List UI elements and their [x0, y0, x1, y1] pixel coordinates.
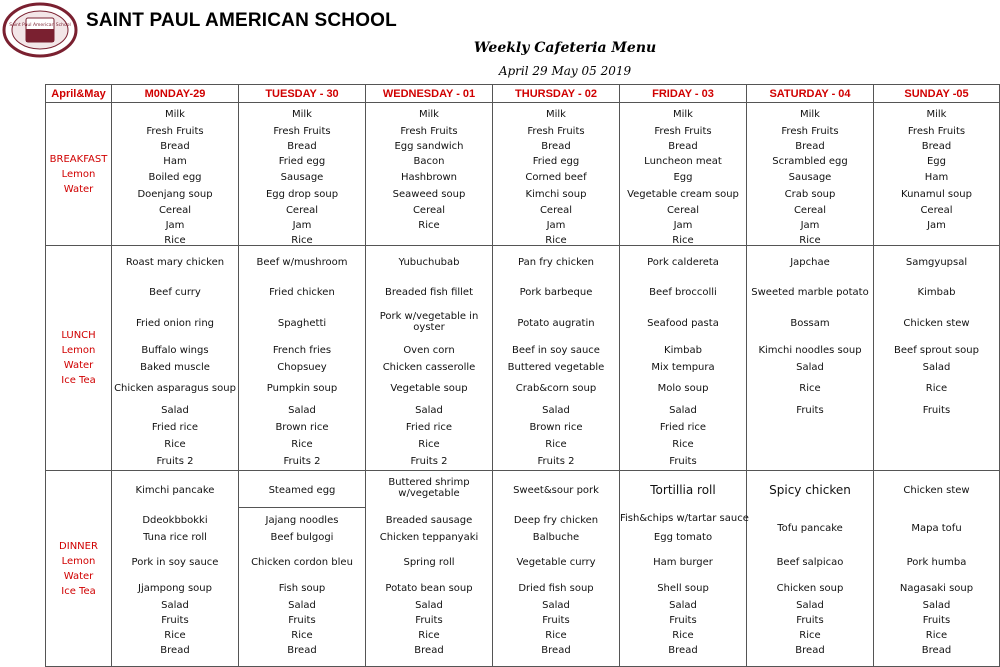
menu-item: Jam	[673, 220, 693, 231]
menu-item: Salad	[542, 405, 570, 416]
menu-item: Rice	[799, 383, 821, 394]
menu-item: Bacon	[413, 156, 445, 167]
menu-item: Pork w/vegetable in oyster	[379, 311, 479, 333]
menu-item: Salad	[796, 362, 824, 373]
menu-item: Milk	[926, 109, 947, 120]
menu-item: Shell soup	[657, 583, 709, 594]
menu-item: Beef sprout soup	[894, 345, 979, 356]
menu-cell	[493, 246, 620, 471]
menu-item: Jam	[165, 220, 185, 231]
menu-item: Beef w/mushroom	[256, 257, 348, 268]
menu-item: Fruits	[922, 405, 951, 416]
menu-item: Corned beef	[525, 172, 587, 183]
menu-item: Dried fish soup	[518, 583, 594, 594]
menu-item: Kimchi noodles soup	[758, 345, 862, 356]
menu-item: Brown rice	[275, 422, 329, 433]
cell-divider	[239, 507, 365, 508]
menu-item: Roast mary chicken	[125, 257, 225, 268]
menu-cell	[747, 246, 874, 471]
menu-item: Vegetable cream soup	[627, 189, 739, 200]
menu-item: Milk	[800, 109, 820, 120]
menu-cell	[366, 471, 493, 667]
menu-item: Sausage	[280, 172, 324, 183]
menu-item: Molo soup	[657, 383, 709, 394]
menu-item: Rice	[291, 235, 313, 246]
menu-item: Pan fry chicken	[518, 257, 594, 268]
menu-item: Cereal	[793, 205, 827, 216]
menu-item: Potato bean soup	[385, 583, 473, 594]
school-name: SAINT PAUL AMERICAN SCHOOL	[86, 10, 397, 31]
menu-item: Rice	[672, 439, 694, 450]
menu-item: Rice	[418, 220, 440, 231]
menu-item: Bread	[287, 645, 317, 656]
menu-item: Jam	[927, 220, 946, 231]
menu-item: Rice	[545, 235, 567, 246]
menu-item: Milk	[165, 109, 185, 120]
drink-label: Ice Tea	[61, 375, 96, 386]
menu-item: Chicken teppanyaki	[379, 532, 479, 543]
menu-item: Fruits	[542, 615, 570, 626]
menu-cell	[874, 103, 1000, 246]
menu-item: Rice	[925, 630, 948, 641]
menu-cell	[239, 471, 366, 667]
menu-item: Sweeted marble potato	[751, 287, 869, 298]
menu-item: Yubuchubab	[398, 257, 460, 268]
menu-item: Fruits	[669, 615, 697, 626]
menu-item: Chicken stew	[903, 485, 970, 496]
menu-item: Vegetable soup	[390, 383, 468, 394]
menu-item: Beef bulgogi	[270, 532, 334, 543]
menu-item: Pork barbeque	[519, 287, 593, 298]
menu-cell	[874, 471, 1000, 667]
menu-item: Bread	[541, 141, 571, 152]
menu-item: Tortillia roll	[650, 483, 716, 497]
menu-cell	[493, 103, 620, 246]
meal-name: DINNER	[59, 540, 98, 552]
menu-item: Cereal	[539, 205, 573, 216]
meal-row-lunch	[46, 246, 1000, 471]
menu-item: Fruits 2	[283, 456, 321, 467]
menu-item: Chicken asparagus soup	[114, 383, 236, 394]
menu-item: Boiled egg	[148, 172, 202, 183]
menu-item: Bossam	[790, 318, 830, 329]
menu-item: Milk	[673, 109, 693, 120]
meal-row-breakfast	[46, 103, 1000, 246]
menu-item: Bread	[160, 645, 190, 656]
menu-item: Jam	[546, 220, 566, 231]
menu-item: Mapa tofu	[911, 523, 962, 534]
menu-item: Chopsuey	[277, 362, 327, 373]
menu-item: Fruits	[669, 456, 697, 467]
menu-item: Oven corn	[403, 345, 455, 356]
menu-item: Bread	[541, 645, 571, 656]
menu-cell	[747, 103, 874, 246]
day-header: WEDNESDAY - 01	[366, 85, 493, 103]
menu-item: Salad	[415, 405, 443, 416]
menu-item: Egg	[673, 172, 693, 183]
menu-item: Egg tomato	[653, 532, 713, 543]
drink-label: Lemon	[61, 555, 96, 567]
menu-item: Salad	[796, 600, 824, 611]
meal-label-cell	[46, 103, 112, 246]
meal-row-dinner	[46, 471, 1000, 667]
menu-item: Chicken soup	[776, 583, 844, 594]
menu-item: Breaded fish fillet	[384, 287, 473, 298]
menu-item: Buffalo wings	[141, 345, 209, 356]
menu-item: Mix tempura	[651, 362, 715, 373]
menu-cell	[239, 103, 366, 246]
menu-item: Spring roll	[403, 557, 455, 568]
menu-item: Cereal	[158, 205, 192, 216]
drink-label: Lemon	[61, 168, 96, 180]
menu-item: Rice	[418, 630, 440, 641]
menu-cell	[112, 103, 239, 246]
corner-label: April&May	[46, 85, 112, 103]
menu-item: Sweet&sour pork	[513, 485, 599, 496]
menu-item: Deep fry chicken	[513, 515, 599, 526]
menu-item: Fruits	[288, 615, 316, 626]
menu-item: Ham	[924, 172, 949, 183]
menu-item: Jajang noodles	[265, 515, 339, 526]
menu-item: Brown rice	[529, 422, 583, 433]
menu-item: Fried rice	[405, 422, 453, 433]
menu-item: Fresh Fruits	[400, 126, 458, 137]
meal-label-cell	[46, 246, 112, 471]
menu-item: Doenjang soup	[137, 189, 213, 200]
menu-item: Seafood pasta	[647, 318, 719, 329]
menu-item: Fruits	[922, 615, 951, 626]
menu-item: Rice	[418, 439, 440, 450]
menu-item: Bread	[668, 645, 698, 656]
menu-cell	[239, 246, 366, 471]
menu-item: Rice	[545, 630, 567, 641]
menu-item: Kunamul soup	[901, 189, 972, 200]
menu-item: Pumpkin soup	[266, 383, 338, 394]
menu-item: Rice	[164, 439, 186, 450]
day-header: M0NDAY-29	[112, 85, 239, 103]
menu-item: Rice	[799, 630, 821, 641]
menu-item: Tuna rice roll	[143, 532, 207, 543]
menu-item: Bread	[414, 645, 444, 656]
menu-item: Potato augratin	[517, 318, 595, 329]
menu-item: Fresh Fruits	[146, 126, 204, 137]
menu-item: Rice	[291, 439, 313, 450]
menu-item: Fresh Fruits	[907, 126, 966, 137]
menu-item: Buttered shrimp w/vegetable	[388, 477, 470, 499]
menu-item: Kimbab	[917, 287, 956, 298]
menu-item: Spicy chicken	[769, 483, 851, 497]
menu-item: Fruits	[796, 615, 824, 626]
menu-item: Japchae	[790, 257, 830, 268]
menu-cell	[620, 471, 747, 667]
menu-item: Salad	[922, 362, 951, 373]
menu-item: Cereal	[920, 205, 953, 216]
menu-item: Milk	[292, 109, 312, 120]
menu-item: Cereal	[666, 205, 700, 216]
menu-item: Luncheon meat	[644, 156, 722, 167]
menu-item: Kimchi soup	[525, 189, 587, 200]
drink-label: Water	[63, 183, 94, 195]
menu-item: Samgyupsal	[905, 257, 968, 268]
menu-item: Salad	[542, 600, 570, 611]
menu-item: Rice	[164, 630, 186, 641]
menu-item: Fried egg	[278, 156, 326, 167]
meal-name: LUNCH	[61, 330, 96, 341]
menu-item: French fries	[272, 345, 332, 356]
menu-item: Fruits 2	[410, 456, 448, 467]
drink-label: Ice Tea	[61, 585, 96, 597]
menu-item: Baked muscle	[140, 362, 210, 373]
menu-item: Fresh Fruits	[781, 126, 839, 137]
menu-item: Egg sandwich	[394, 141, 464, 152]
day-header: SATURDAY - 04	[747, 85, 874, 103]
menu-item: Beef in soy sauce	[512, 345, 600, 356]
menu-cell	[620, 103, 747, 246]
menu-item: Beef curry	[149, 287, 201, 298]
menu-item: Seaweed soup	[392, 189, 466, 200]
menu-item: Buttered vegetable	[507, 362, 605, 373]
menu-item: Fresh Fruits	[654, 126, 712, 137]
menu-item: Jam	[800, 220, 820, 231]
meal-label-cell	[46, 471, 112, 667]
menu-cell	[874, 246, 1000, 471]
menu-item: Salad	[922, 600, 951, 611]
menu-item: Tofu pancake	[777, 523, 843, 534]
menu-item: Salad	[288, 405, 316, 416]
menu-item: Bread	[795, 141, 825, 152]
menu-title: Weekly Cafeteria Menu	[473, 40, 657, 56]
menu-item: Fried onion ring	[135, 318, 215, 329]
day-header: THURSDAY - 02	[493, 85, 620, 103]
menu-item: Chicken stew	[903, 318, 970, 329]
menu-item: Bread	[668, 141, 698, 152]
menu-item: Rice	[925, 383, 948, 394]
menu-item: Bread	[921, 141, 952, 152]
menu-item: Beef broccolli	[649, 287, 717, 298]
menu-item: Fresh Fruits	[527, 126, 585, 137]
menu-item: Bread	[287, 141, 317, 152]
menu-item: Sausage	[788, 172, 832, 183]
menu-item: Chicken casserolle	[382, 362, 476, 373]
menu-item: Rice	[291, 630, 313, 641]
menu-item: Egg drop soup	[265, 189, 339, 200]
menu-item: Jjampong soup	[138, 583, 212, 594]
menu-item: Milk	[546, 109, 566, 120]
menu-item: Fruits	[415, 615, 443, 626]
menu-item: Pork humba	[906, 557, 967, 568]
menu-cell	[620, 246, 747, 471]
menu-item: Balbuche	[532, 532, 580, 543]
menu-item: Bread	[921, 645, 952, 656]
menu-item: Pork in soy sauce	[131, 557, 219, 568]
header-row	[46, 85, 1000, 103]
menu-cell	[112, 246, 239, 471]
menu-item: Salad	[669, 600, 697, 611]
menu-item: Fresh Fruits	[273, 126, 331, 137]
menu-item: Fruits 2	[537, 456, 575, 467]
drink-label: Water	[63, 570, 94, 582]
menu-item: Fish&chips w/tartar sauce	[620, 513, 749, 524]
date-range: April 29 May 05 2019	[498, 64, 632, 78]
day-header: TUESDAY - 30	[239, 85, 366, 103]
menu-item: Fruits 2	[156, 456, 194, 467]
menu-item: Crab soup	[784, 189, 836, 200]
menu-item: Nagasaki soup	[899, 583, 974, 594]
meal-name: BREAKFAST	[49, 153, 108, 165]
day-header: FRIDAY - 03	[620, 85, 747, 103]
menu-item: Fruits	[161, 615, 189, 626]
menu-cell	[366, 103, 493, 246]
menu-item: Salad	[288, 600, 316, 611]
menu-item: Chicken cordon bleu	[251, 557, 353, 568]
menu-item: Rice	[672, 630, 694, 641]
school-logo	[2, 2, 78, 58]
menu-item: Rice	[164, 235, 186, 246]
menu-item: Salad	[161, 405, 189, 416]
menu-item: Cereal	[412, 205, 446, 216]
menu-item: Salad	[415, 600, 443, 611]
menu-item: Bread	[160, 141, 190, 152]
menu-item: Crab&corn soup	[515, 383, 597, 394]
menu-item: Jam	[292, 220, 312, 231]
menu-table	[45, 84, 1000, 667]
menu-item: Ddeokbbokki	[142, 515, 208, 526]
menu-cell	[366, 246, 493, 471]
menu-item: Fried rice	[151, 422, 199, 433]
menu-item: Breaded sausage	[385, 515, 473, 526]
menu-item: Salad	[669, 405, 697, 416]
menu-cell	[747, 471, 874, 667]
menu-item: Bread	[795, 645, 825, 656]
menu-item: Cereal	[285, 205, 319, 216]
menu-item: Pork caldereta	[647, 257, 719, 268]
menu-item: Kimbab	[664, 345, 702, 356]
logo-center-text: Saint Paul American School	[9, 23, 71, 28]
menu-cell	[493, 471, 620, 667]
drink-label: Water	[63, 360, 94, 371]
menu-item: Kimchi pancake	[135, 485, 215, 496]
menu-item: Ham	[163, 156, 187, 167]
drink-label: Lemon	[61, 345, 96, 356]
menu-item: Vegetable curry	[516, 557, 596, 568]
menu-item: Fish soup	[278, 583, 326, 594]
menu-item: Fried egg	[532, 156, 580, 167]
menu-item: Fried chicken	[269, 287, 335, 298]
menu-item: Rice	[545, 439, 567, 450]
menu-item: Rice	[799, 235, 821, 246]
menu-item: Salad	[161, 600, 189, 611]
menu-item: Fried rice	[659, 422, 707, 433]
menu-item: Fruits	[796, 405, 824, 416]
day-header: SUNDAY -05	[874, 85, 1000, 103]
menu-item: Spaghetti	[277, 318, 327, 329]
menu-item: Beef salpicao	[776, 557, 844, 568]
menu-item: Ham burger	[653, 557, 713, 568]
menu-item: Hashbrown	[400, 172, 458, 183]
menu-item: Rice	[672, 235, 694, 246]
menu-item: Egg	[926, 156, 946, 167]
menu-cell	[112, 471, 239, 667]
menu-item: Steamed egg	[268, 485, 336, 496]
menu-item: Scrambled egg	[772, 156, 848, 167]
menu-item: Milk	[419, 109, 439, 120]
